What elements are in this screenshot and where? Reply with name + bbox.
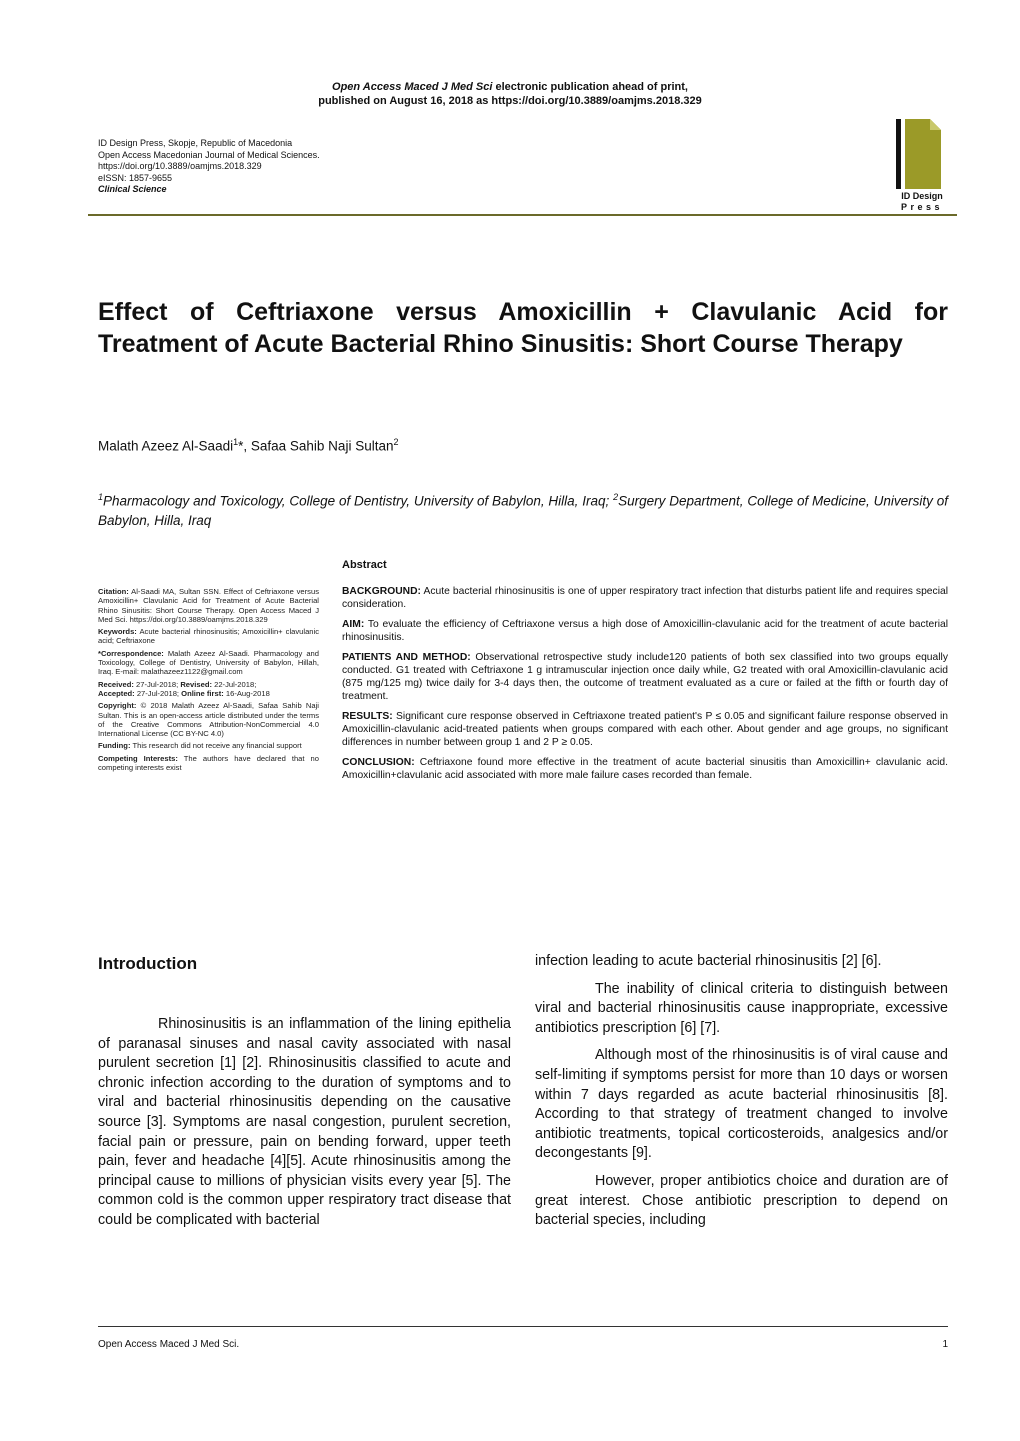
- affiliations: [98, 488, 948, 530]
- affil-2: Surgery Department, College of Medicine, University of Babylon, Hilla, Iraq: [98, 493, 948, 528]
- section-label: Clinical Science: [98, 184, 167, 194]
- logo-bar: [896, 119, 901, 189]
- introduction-heading: Introduction: [98, 954, 198, 973]
- affil-2-num: 2: [613, 492, 619, 502]
- author-1-affil: 1: [233, 437, 239, 447]
- note-line2: published on August 16, 2018 as https://doi.org/10.3889/oamjms.2018.329: [318, 95, 702, 107]
- body-column-left: [98, 1015, 511, 1239]
- abstract-body: [342, 585, 948, 789]
- author-1: Malath Azeez Al-Saadi: [98, 438, 234, 454]
- publisher-info: [98, 138, 320, 196]
- abstract-aim: AIM: To evaluate the efficiency of Ceftriaxone versus a high dose of Amoxicillin-clavulanic acid for the treatment of acute bacterial rhinosinusitis.: [342, 619, 948, 643]
- competing-block: Competing Interests: The authors have declared that no competing interests exist: [98, 753, 319, 773]
- logo-fold-shadow: [930, 119, 941, 130]
- affil-1-num: 1: [98, 492, 104, 502]
- doi-line[interactable]: https://doi.org/10.3889/oamjms.2018.329: [98, 161, 262, 171]
- abstract-methods: PATIENTS AND METHOD: Observational retrospective study include120 patients of both sex classified into two groups equally conducted. G1 treated with Ceftriaxone 1 g intramuscular injection once daily while, G2 treated with oral Amoxicillin-clavulanic acid (875 mg/125 mg) twice daily for 3-4 days then, the outcome of treatment evaluated as a cure or failed at the fifth or fourth day of treatment.: [342, 652, 948, 702]
- publisher-logo: [896, 119, 948, 211]
- intro-paragraph-2: The inability of clinical criteria to distinguish between viral and bacterial rhinosinusitis cause inappropriate, excessive antibiotics prescription [6] [7].: [535, 980, 948, 1036]
- publisher-line: ID Design Press, Skopje, Republic of Macedonia: [98, 138, 293, 148]
- footer-divider: [98, 1326, 948, 1327]
- abstract-heading: Abstract: [342, 559, 387, 571]
- abstract-background: BACKGROUND: Acute bacterial rhinosinusitis is one of upper respiratory tract infection that disturbs patient life and requires special consideration.: [342, 586, 948, 610]
- affil-1: Pharmacology and Toxicology, College of Dentistry, University of Babylon, Hilla, Iraq;: [103, 493, 614, 509]
- copyright-block: Copyright: © 2018 Malath Azeez Al-Saadi, Safaa Sahib Naji Sultan. This is an open-access article distributed under the terms of the Creative Commons Attribution-NonCommercial 4.0 International License (CC BY-NC 4.0): [98, 701, 319, 739]
- author-list: [98, 437, 398, 454]
- note-line1: electronic publication ahead of print,: [492, 81, 688, 93]
- intro-paragraph-4: However, proper antibiotics choice and duration are of great interest. Chose antibiotic prescription to depend on bacterial species, including: [535, 1172, 948, 1229]
- corresponding-mark: *,: [238, 438, 251, 454]
- intro-paragraph-3: Although most of the rhinosinusitis is of viral cause and self-limiting if symptoms persist for more than 10 days or worsen within 7 days regarded as acute bacterial rhinosinusitis [8]. According to that strategy of treatment changed to involve antibiotic treatments, topical corticosteroids, analgesics and/or decongestants [9].: [535, 1047, 948, 1162]
- author-2: Safaa Sahib Naji Sultan: [250, 438, 394, 454]
- note-journal: Open Access Maced J Med Sci: [332, 81, 493, 93]
- intro-paragraph-1: Rhinosinusitis is an inflammation of the lining epithelia of paranasal sinuses and nasal cavity associated with nasal purulent secretion [1] [2]. Rhinosinusitis classified to acute and chronic infection according to the duration of symptoms and to viral and bacterial rhinosinusitis depending on the causative source [3]. Symptoms are nasal congestion, purulent secretion, facial pain or pressure, pain on bending forward, upper teeth pain, fever and headache [4][5]. Acute rhinosinusitis among the principal cause to millions of physician visits every year [5]. The common cold is the common upper respiratory tract disease that could be complicated with bacterial: [98, 1016, 511, 1228]
- author-2-affil: 2: [393, 437, 399, 447]
- body-column-right: [535, 952, 948, 1239]
- logo-text-2: Press: [900, 202, 944, 212]
- article-title: Effect of Ceftriaxone versus Amoxicillin + Clavulanic Acid for Treatment of Acute Bacterial Rhino Sinusitis: Short Course Therapy: [98, 298, 948, 358]
- intro-paragraph-1-cont: infection leading to acute bacterial rhinosinusitis [2] [6].: [535, 953, 882, 969]
- footer-journal: Open Access Maced J Med Sci.: [98, 1339, 240, 1350]
- dates-block: Received: 27-Jul-2018; Revised: 22-Jul-2018; Accepted: 27-Jul-2018; Online first: 16-Aug-2018: [98, 679, 270, 698]
- page-number: 1: [942, 1339, 948, 1350]
- funding-block: Funding: This research did not receive any financial support: [98, 741, 302, 751]
- page-footer: [98, 1339, 948, 1350]
- citation-block: Citation: Al-Saadi MA, Sultan SSN. Effect of Ceftriaxone versus Amoxicillin+ Clavulanic Acid for Treatment of Acute Bacterial Rhino Sinusitis: Short Course Therapy. Open Access Maced J Med Sci. https://doi.org/10.3889/oamjms.2018.329: [98, 587, 319, 624]
- journal-line: Open Access Macedonian Journal of Medical Sciences.: [98, 149, 320, 160]
- correspondence-block: *Correspondence: Malath Azeez Al-Saadi. Pharmacology and Toxicology, College of Dentistry, University of Babylon, Hillah, Iraq. E-mail: malathazeez1122@gmail.com: [98, 648, 319, 677]
- abstract-results: RESULTS: Significant cure response observed in Ceftriaxone treated patient's P ≤ 0.05 and significant failure response observed in Amoxicillin-clavulanic acid-treated patients when groups compared with each other. About gender and age groups, no significant differences in number between group 1 and 2 P ≥ 0.05.: [342, 711, 948, 748]
- logo-text-1: ID Design: [901, 191, 943, 201]
- publication-note: [0, 80, 1020, 108]
- header-divider: [88, 214, 957, 216]
- keywords-block: Keywords: Acute bacterial rhinosinusitis; Amoxicillin+ clavulanic acid; Ceftriaxone: [98, 627, 319, 646]
- abstract-conclusion: CONCLUSION: Ceftriaxone found more effective in the treatment of acute bacterial sinusitis than Amoxicillin+ clavulanic acid. Amoxicillin+clavulanic acid associated with more male failure cases recorded than female.: [342, 757, 948, 781]
- article-sidebar: [98, 587, 319, 775]
- issn-line: eISSN: 1857-9655: [98, 172, 173, 183]
